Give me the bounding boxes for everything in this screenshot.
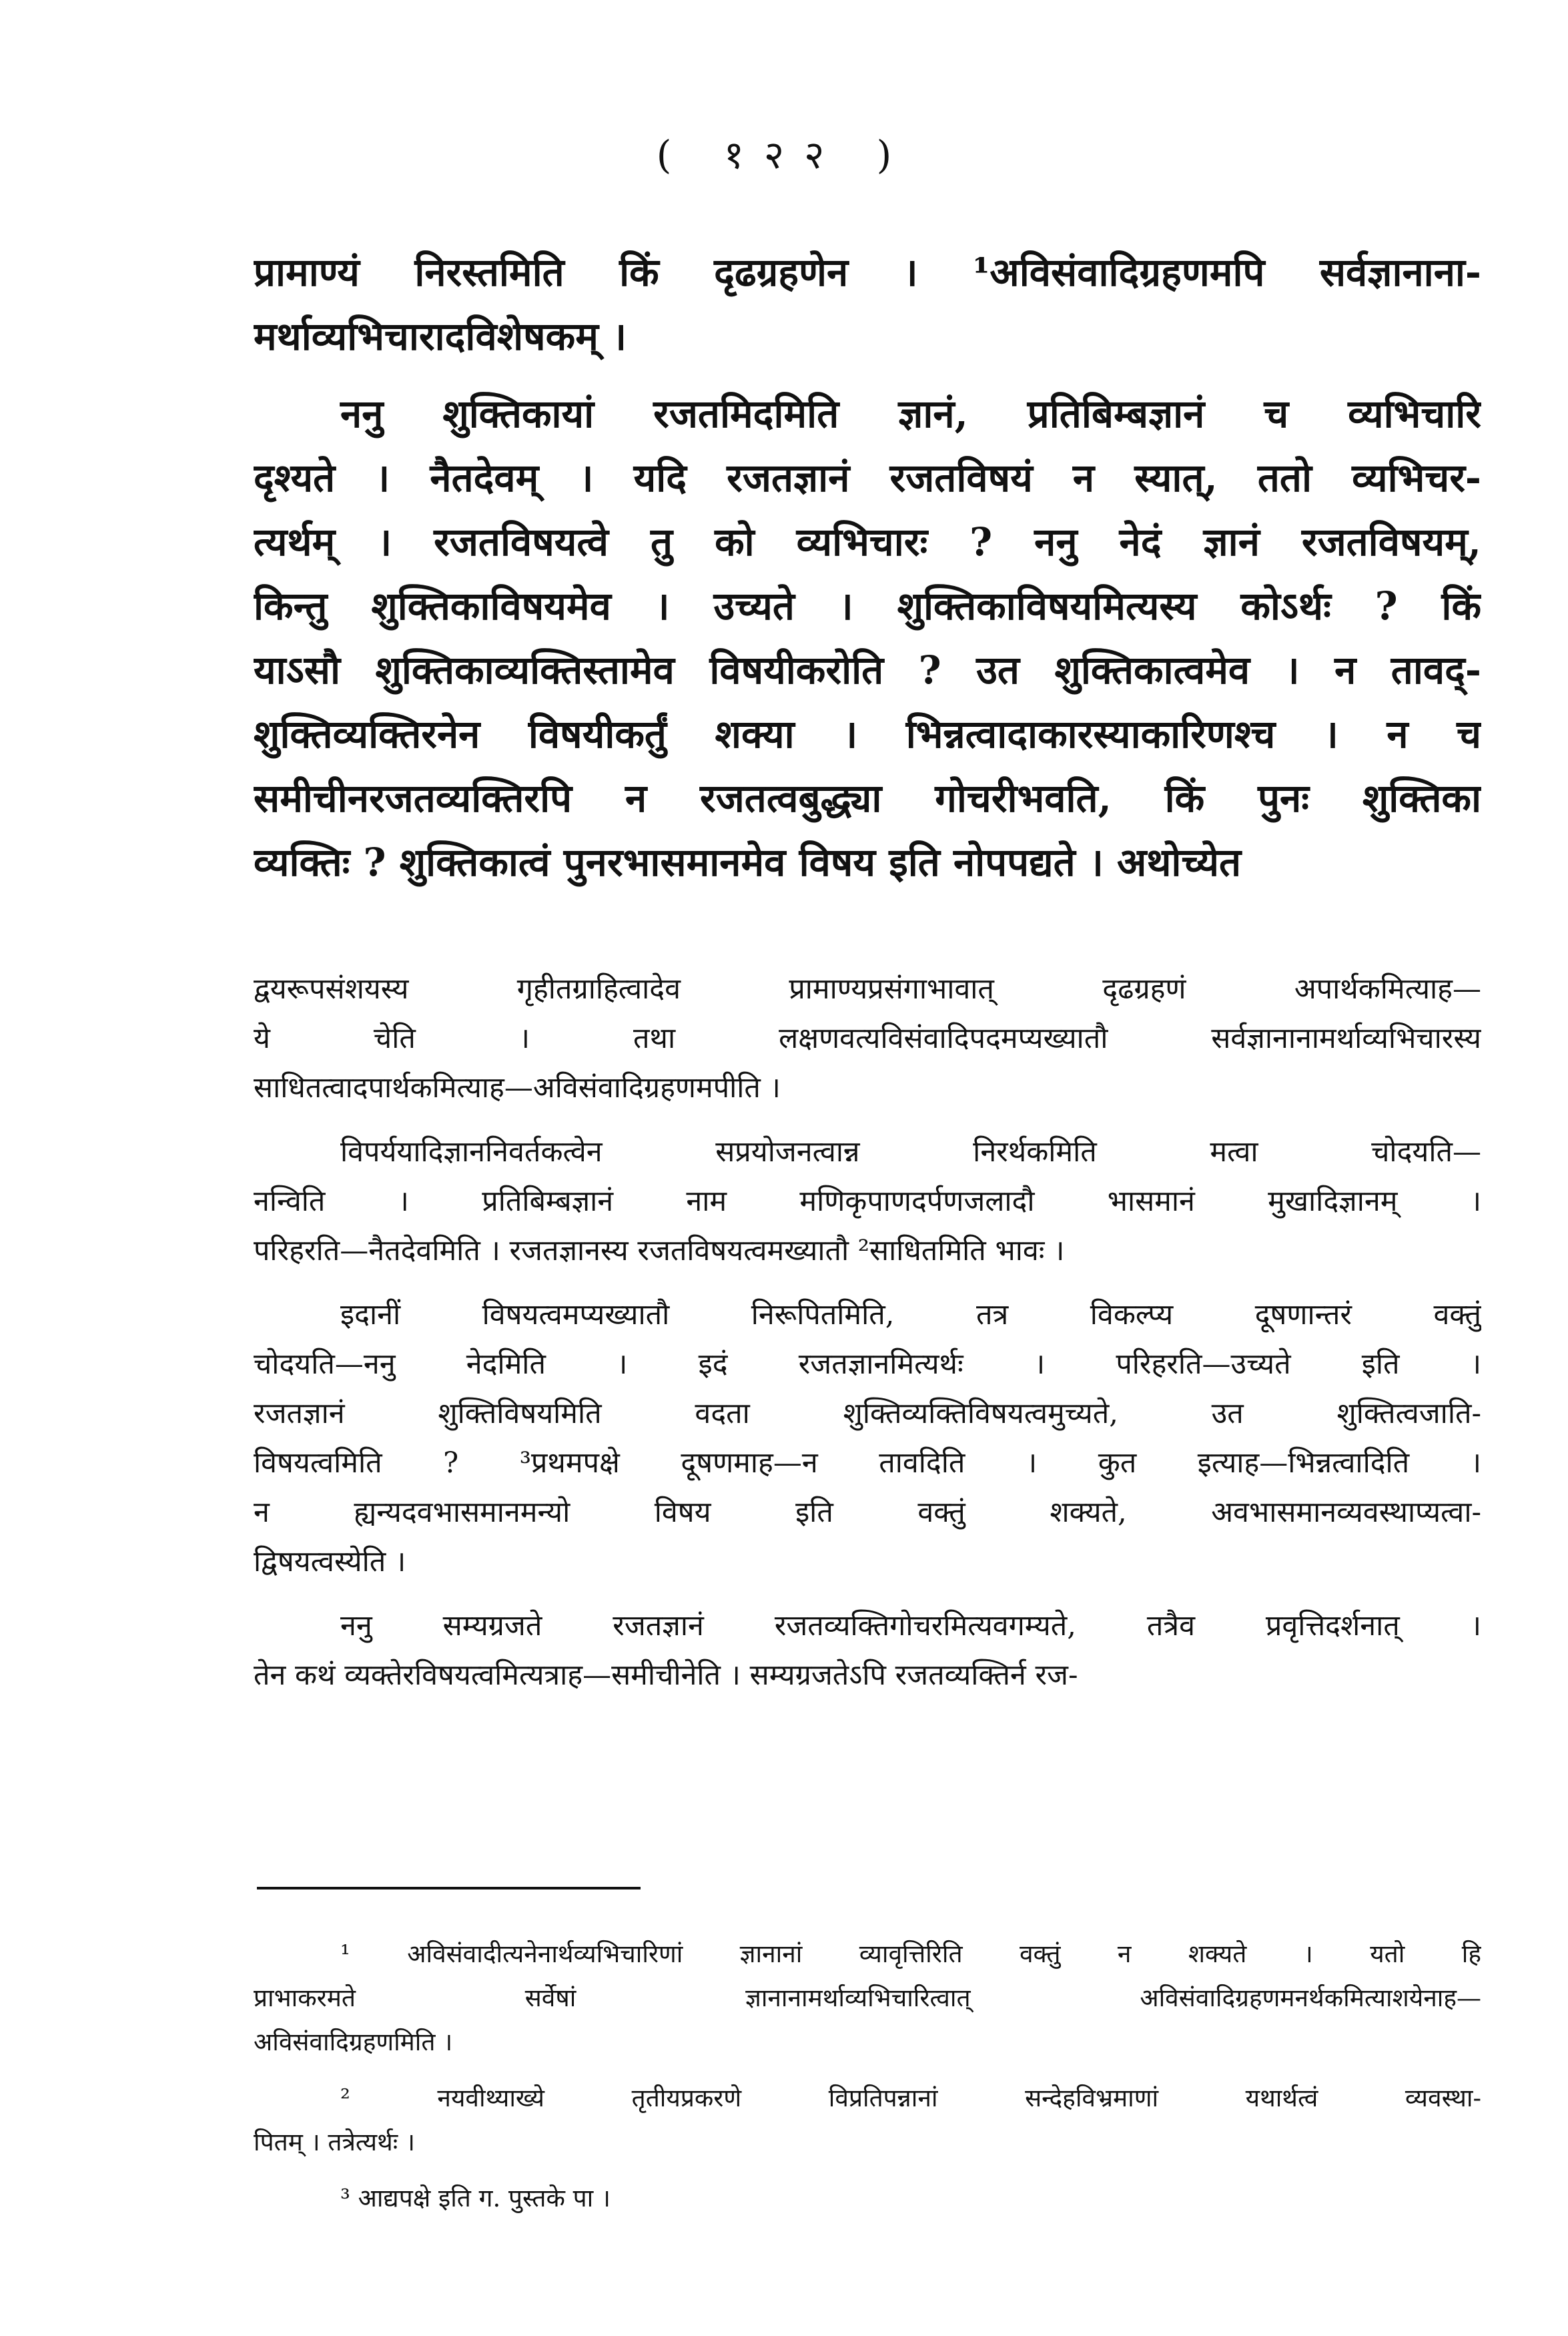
page-number: ( १२२ ) (656, 132, 912, 178)
paragraph (254, 1932, 1481, 2064)
text-line: प्रामाण्यं निरस्तमिति किं दृढग्रहणेन । ¹अविसंवादिग्रहणमपि सर्वज्ञानाना- (254, 250, 1481, 295)
text-line: शुक्तिव्यक्तिरनेन विषयीकर्तुं शक्या । भिन्नत्वादाकारस्याकारिणश्च । न च (254, 711, 1481, 757)
commentary (254, 964, 1481, 1700)
text-line: ² नयवीथ्याख्ये तृतीयप्रकरणे विप्रतिपन्नानां सन्देहविभ्रमाणां यथार्थत्वं व्यवस्था- (340, 2084, 1481, 2112)
main-text (254, 240, 1481, 894)
text-line: ³ आद्यपक्षे इति ग. पुस्तके पा । (340, 2184, 611, 2213)
text-line: ननु शुक्तिकायां रजतमिदमिति ज्ञानं, प्रतिबिम्बज्ञानं च व्यभिचारि (340, 391, 1481, 436)
text-line: समीचीनरजतव्यक्तिरपि न रजतत्वबुद्ध्या गोचरीभवति, किं पुनः शुक्तिका (254, 776, 1481, 821)
footnote-divider (257, 1887, 641, 1889)
footnotes (254, 1932, 1481, 2221)
text-line: पितम् । तत्रेत्यर्थः । (254, 2128, 415, 2156)
text-line: चोदयति—ननु नेदमिति । इदं रजतज्ञानमित्यर्थः । परिहरति—उच्यते इति । (254, 1348, 1481, 1381)
text-line: न ह्यन्यदवभासमानमन्यो विषय इति वक्तुं शक्यते, अवभासमानव्यवस्थाप्यत्वा- (254, 1496, 1481, 1529)
text-line: दृश्यते । नैतदेवम् । यदि रजतज्ञानं रजतविषयं न स्यात्, ततो व्यभिचर- (254, 455, 1481, 501)
text-line: व्यक्तिः ? शुक्तिकात्वं पुनरभासमानमेव विषय इति नोपपद्यते । अथोच्येत (254, 840, 1242, 885)
text-line: साधितत्वादपार्थकमित्याह—अविसंवादिग्रहणमपीति । (254, 1071, 781, 1105)
text-line: त्यर्थम् । रजतविषयत्वे तु को व्यभिचारः ? ननु नेदं ज्ञानं रजतविषयम्, (254, 519, 1481, 565)
paragraph (254, 1127, 1481, 1275)
text-line: विषयत्वमिति ? ³प्रथमपक्षे दूषणमाह—न तावदिति । कुत इत्याह—भिन्नत्वादिति । (254, 1446, 1481, 1480)
paragraph (254, 240, 1481, 368)
text-line: इदानीं विषयत्वमप्यख्यातौ निरूपितमिति, तत्र विकल्प्य दूषणान्तरं वक्तुं (340, 1298, 1481, 1332)
paragraph (254, 2176, 1481, 2221)
text-line: प्राभाकरमते सर्वेषां ज्ञानानामर्थाव्यभिचारित्वात् अविसंवादिग्रहणमनर्थकमित्याशयेनाह— (254, 1984, 1481, 2012)
text-line: किन्तु शुक्तिकाविषयमेव । उच्यते । शुक्तिकाविषयमित्यस्य कोऽर्थः ? किं (254, 583, 1481, 629)
text-line: विपर्ययादिज्ञाननिवर्तकत्वेन सप्रयोजनत्वान्न निरर्थकमिति मत्वा चोदयति— (340, 1135, 1481, 1169)
text-line: परिहरति—नैतदेवमिति । रजतज्ञानस्य रजतविषयत्वमख्यातौ ²साधितमिति भावः । (254, 1234, 1065, 1267)
text-line: मर्थाव्यभिचारादविशेषकम् । (254, 314, 627, 359)
text-line: रजतज्ञानं शुक्तिविषयमिति वदता शुक्तिव्यक्तिविषयत्वमुच्यते, उत शुक्तित्वजाति- (254, 1397, 1481, 1430)
text-line: ये चेति । तथा लक्षणवत्यविसंवादिपदमप्यख्यातौ सर्वज्ञानानामर्थाव्यभिचारस्य (254, 1022, 1481, 1055)
text-line: द्वयरूपसंशयस्य गृहीतग्राहित्वादेव प्रामाण्यप्रसंगाभावात् दृढग्रहणं अपार्थकमित्याह— (254, 972, 1481, 1006)
text-line: तेन कथं व्यक्तेरविषयत्वमित्यत्राह—समीचीनेति । सम्यग्रजतेऽपि रजतव्यक्तिर्न रज- (254, 1659, 1078, 1692)
paragraph (254, 1601, 1481, 1700)
text-line: अविसंवादिग्रहणमिति । (254, 2028, 453, 2056)
text-line: नन्विति । प्रतिबिम्बज्ञानं नाम मणिकृपाणदर्पणजलादौ भासमानं मुखादिज्ञानम् । (254, 1185, 1481, 1218)
paragraph (254, 382, 1481, 894)
paragraph (254, 1290, 1481, 1586)
text-line: द्विषयत्वस्येति । (254, 1545, 406, 1578)
paragraph (254, 2076, 1481, 2164)
text-line: ननु सम्यग्रजते रजतज्ञानं रजतव्यक्तिगोचरमित्यवगम्यते, तत्रैव प्रवृत्तिदर्शनात् । (340, 1609, 1481, 1643)
paragraph (254, 964, 1481, 1113)
text-line: ¹ अविसंवादीत्यनेनार्थव्यभिचारिणां ज्ञानानां व्यावृत्तिरिति वक्तुं न शक्यते । यतो हि (340, 1940, 1481, 1968)
text-line: याऽसौ शुक्तिकाव्यक्तिस्तामेव विषयीकरोति ? उत शुक्तिकात्वमेव । न तावद्- (254, 647, 1481, 693)
